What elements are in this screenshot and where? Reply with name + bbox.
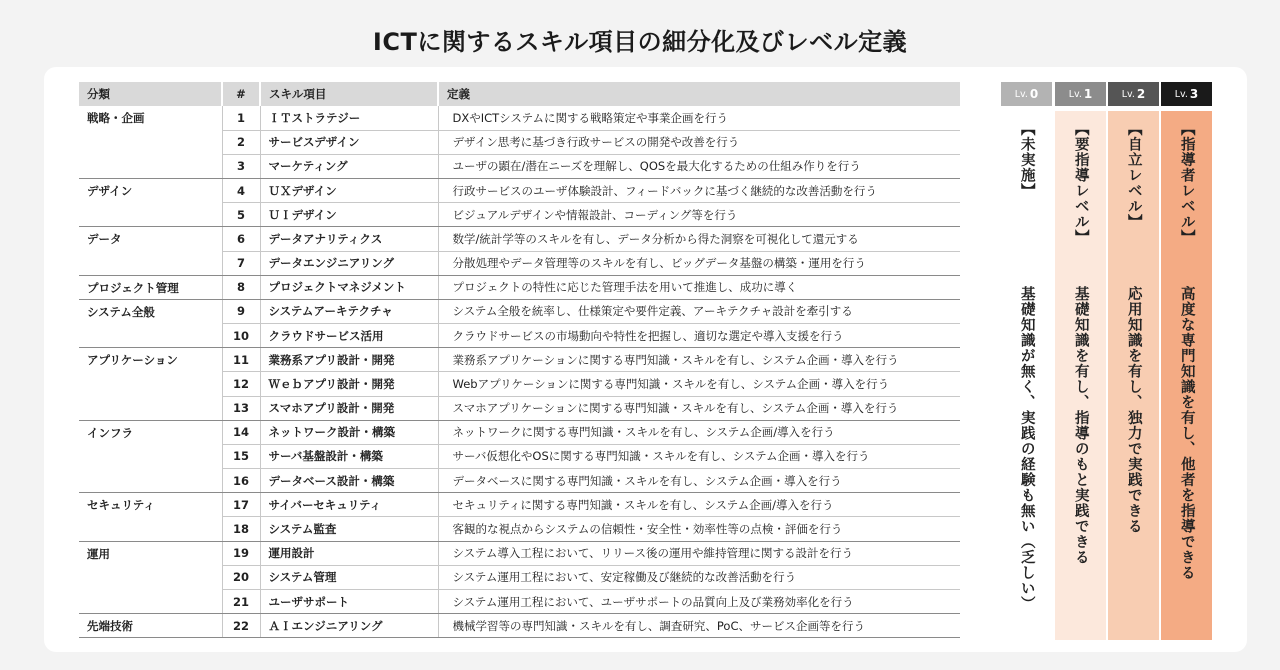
- number-cell: 22: [222, 614, 260, 638]
- table-row: [79, 179, 960, 203]
- level-body: [1108, 111, 1159, 640]
- definition-cell: ネットワークに関する専門知識・スキルを有し、システム企画/導入を行う: [438, 420, 960, 444]
- level-number: 3: [1189, 87, 1199, 101]
- level-column-0: [1001, 82, 1052, 640]
- skill-cell: サーバ基盤設計・構築: [260, 444, 438, 468]
- level-name: 【未実施】: [1018, 121, 1035, 199]
- category-cell: インフラ: [79, 420, 222, 493]
- number-cell: 21: [222, 589, 260, 613]
- number-cell: 6: [222, 227, 260, 251]
- definition-cell: プロジェクトの特性に応じた管理手法を用いて推進し、成功に導く: [438, 275, 960, 299]
- level-name: 【要指導レベル】: [1072, 121, 1089, 245]
- skill-cell: サイバーセキュリティ: [260, 493, 438, 517]
- skill-cell: プロジェクトマネジメント: [260, 275, 438, 299]
- level-number: 2: [1136, 87, 1146, 101]
- number-cell: 16: [222, 469, 260, 493]
- definition-cell: 数学/統計学等のスキルを有し、データ分析から得た洞察を可視化して還元する: [438, 227, 960, 251]
- number-cell: 7: [222, 251, 260, 275]
- definition-cell: システム運用工程において、ユーザサポートの品質向上及び業務効率化を行う: [438, 589, 960, 613]
- level-description: 高度な専門知識を有し、他者を指導できる: [1178, 286, 1195, 581]
- definition-cell: クラウドサービスの市場動向や特性を把握し、適切な選定や導入支援を行う: [438, 324, 960, 348]
- definition-cell: セキュリティに関する専門知識・スキルを有し、システム企画/導入を行う: [438, 493, 960, 517]
- number-cell: 10: [222, 324, 260, 348]
- level-body: [1161, 111, 1212, 640]
- table-row: [79, 614, 960, 638]
- level-description: 基礎知識を有し、指導のもと実践できる: [1072, 286, 1089, 565]
- header-number: #: [222, 82, 260, 106]
- definition-cell: Webアプリケーションに関する専門知識・スキルを有し、システム企画・導入を行う: [438, 372, 960, 396]
- definition-cell: 行政サービスのユーザ体験設計、フィードバックに基づく継続的な改善活動を行う: [438, 179, 960, 203]
- header-category: 分類: [79, 82, 222, 106]
- table-row: [79, 348, 960, 372]
- level-prefix: Lv.: [1068, 88, 1082, 100]
- skill-cell: データエンジニアリング: [260, 251, 438, 275]
- skill-cell: 運用設計: [260, 541, 438, 565]
- page-title: ICTに関するスキル項目の細分化及びレベル定義: [372, 28, 908, 56]
- number-cell: 5: [222, 203, 260, 227]
- definition-cell: システム導入工程において、リリース後の運用や維持管理に関する設計を行う: [438, 541, 960, 565]
- level-column-3: [1161, 82, 1212, 640]
- number-cell: 3: [222, 154, 260, 178]
- level-prefix: Lv.: [1174, 88, 1188, 100]
- definition-cell: DXやICTシステムに関する戦略策定や事業企画を行う: [438, 106, 960, 130]
- skill-cell: ＵＩデザイン: [260, 203, 438, 227]
- table-row: [79, 541, 960, 565]
- category-cell: 運用: [79, 541, 222, 614]
- header-definition: 定義: [438, 82, 960, 106]
- definition-cell: ビジュアルデザインや情報設計、コーディング等を行う: [438, 203, 960, 227]
- definition-cell: データベースに関する専門知識・スキルを有し、システム企画・導入を行う: [438, 469, 960, 493]
- number-cell: 13: [222, 396, 260, 420]
- definition-cell: 分散処理やデータ管理等のスキルを有し、ビッグデータ基盤の構築・運用を行う: [438, 251, 960, 275]
- skill-cell: 業務系アプリ設計・開発: [260, 348, 438, 372]
- level-description: 応用知識を有し、独力で実践できる: [1125, 286, 1142, 534]
- number-cell: 9: [222, 299, 260, 323]
- skill-cell: クラウドサービス活用: [260, 324, 438, 348]
- table-row: [79, 493, 960, 517]
- table-row: [79, 227, 960, 251]
- skill-cell: ユーザサポート: [260, 589, 438, 613]
- skill-cell: スマホアプリ設計・開発: [260, 396, 438, 420]
- table-header-row: [79, 82, 960, 106]
- category-cell: システム全般: [79, 299, 222, 347]
- level-number: 0: [1029, 87, 1039, 101]
- level-column-2: [1108, 82, 1159, 640]
- skill-cell: ネットワーク設計・構築: [260, 420, 438, 444]
- category-cell: データ: [79, 227, 222, 275]
- level-number: 1: [1083, 87, 1093, 101]
- level-header: [1108, 82, 1159, 106]
- skills-table-container: [79, 82, 960, 638]
- skill-cell: システム監査: [260, 517, 438, 541]
- skills-table-body: [79, 106, 960, 638]
- skill-cell: ＩＴストラテジー: [260, 106, 438, 130]
- skill-cell: ＡＩエンジニアリング: [260, 614, 438, 638]
- definition-cell: スマホアプリケーションに関する専門知識・スキルを有し、システム企画・導入を行う: [438, 396, 960, 420]
- table-row: [79, 420, 960, 444]
- skill-cell: データアナリティクス: [260, 227, 438, 251]
- definition-cell: デザイン思考に基づき行政サービスの開発や改善を行う: [438, 130, 960, 154]
- number-cell: 11: [222, 348, 260, 372]
- category-cell: 戦略・企画: [79, 106, 222, 179]
- level-body: [1055, 111, 1106, 640]
- skill-cell: システム管理: [260, 565, 438, 589]
- definition-cell: 機械学習等の専門知識・スキルを有し、調査研究、PoC、サービス企画等を行う: [438, 614, 960, 638]
- level-header: [1001, 82, 1052, 106]
- number-cell: 14: [222, 420, 260, 444]
- number-cell: 17: [222, 493, 260, 517]
- header-skill: スキル項目: [260, 82, 438, 106]
- number-cell: 18: [222, 517, 260, 541]
- category-cell: プロジェクト管理: [79, 275, 222, 299]
- category-cell: 先端技術: [79, 614, 222, 638]
- skills-table: [79, 82, 960, 638]
- level-prefix: Lv.: [1121, 88, 1135, 100]
- number-cell: 19: [222, 541, 260, 565]
- definition-cell: サーバ仮想化やOSに関する専門知識・スキルを有し、システム企画・導入を行う: [438, 444, 960, 468]
- number-cell: 2: [222, 130, 260, 154]
- definition-cell: 業務系アプリケーションに関する専門知識・スキルを有し、システム企画・導入を行う: [438, 348, 960, 372]
- skill-cell: データベース設計・構築: [260, 469, 438, 493]
- table-row: [79, 275, 960, 299]
- skill-cell: サービスデザイン: [260, 130, 438, 154]
- number-cell: 4: [222, 179, 260, 203]
- number-cell: 20: [222, 565, 260, 589]
- skill-cell: ＵＸデザイン: [260, 179, 438, 203]
- category-cell: アプリケーション: [79, 348, 222, 421]
- level-name: 【自立レベル】: [1125, 121, 1142, 230]
- skill-cell: マーケティング: [260, 154, 438, 178]
- level-column-1: [1055, 82, 1106, 640]
- table-row: [79, 106, 960, 130]
- number-cell: 15: [222, 444, 260, 468]
- definition-cell: ユーザの顕在/潜在ニーズを理解し、QOSを最大化するための仕組み作りを行う: [438, 154, 960, 178]
- level-body: [1001, 111, 1052, 640]
- category-cell: セキュリティ: [79, 493, 222, 541]
- number-cell: 1: [222, 106, 260, 130]
- definition-cell: 客観的な視点からシステムの信頼性・安全性・効率性等の点検・評価を行う: [438, 517, 960, 541]
- skill-cell: Ｗｅｂアプリ設計・開発: [260, 372, 438, 396]
- level-description: 基礎知識が無く、実践の経験も無い（乏しい）: [1018, 286, 1035, 612]
- table-row: [79, 299, 960, 323]
- level-name: 【指導者レベル】: [1178, 121, 1195, 245]
- skill-cell: システムアーキテクチャ: [260, 299, 438, 323]
- number-cell: 8: [222, 275, 260, 299]
- level-header: [1161, 82, 1212, 106]
- definition-cell: システム全般を統率し、仕様策定や要件定義、アーキテクチャ設計を牽引する: [438, 299, 960, 323]
- level-prefix: Lv.: [1014, 88, 1028, 100]
- category-cell: デザイン: [79, 179, 222, 227]
- definition-cell: システム運用工程において、安定稼働及び継続的な改善活動を行う: [438, 565, 960, 589]
- number-cell: 12: [222, 372, 260, 396]
- level-header: [1055, 82, 1106, 106]
